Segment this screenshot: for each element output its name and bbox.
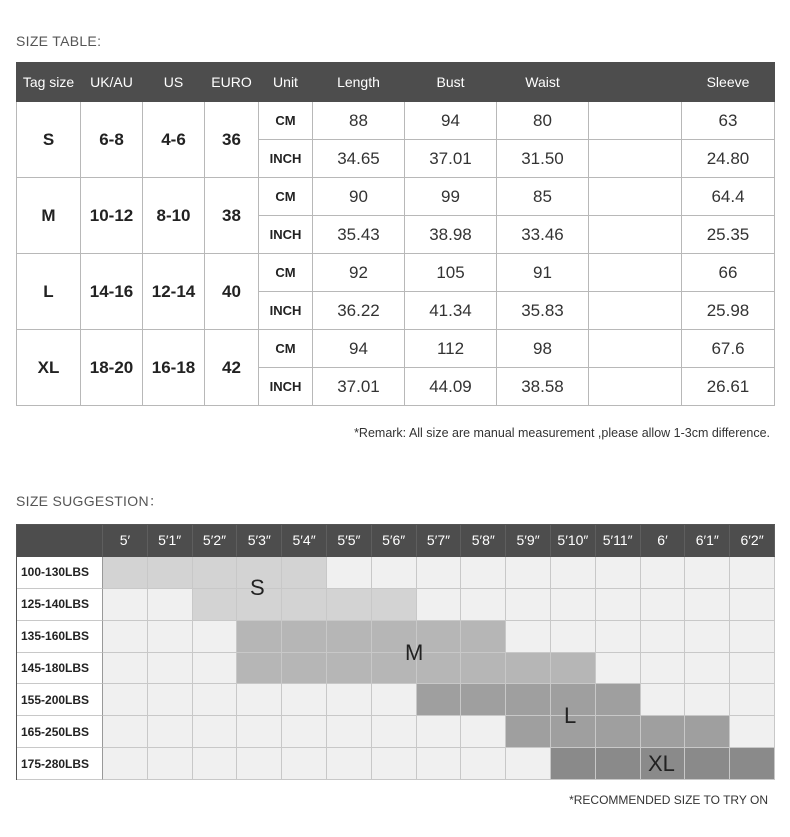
grid-cell — [103, 684, 148, 716]
zone-cell-l — [506, 684, 551, 716]
blank-cell — [589, 292, 682, 330]
table-row — [17, 254, 775, 292]
waist-cell: 85 — [497, 178, 589, 216]
height-header: 5′2″ — [193, 525, 238, 557]
bust-cell: 94 — [405, 102, 497, 140]
height-header: 5′10″ — [551, 525, 596, 557]
waist-cell: 35.83 — [497, 292, 589, 330]
sleeve-cell: 64.4 — [682, 178, 775, 216]
grid-cell — [596, 589, 641, 621]
height-header: 5′ — [103, 525, 148, 557]
grid-cell — [372, 716, 417, 748]
height-header: 5′3″ — [237, 525, 282, 557]
zone-cell-m — [506, 653, 551, 685]
us-cell: 8-10 — [143, 178, 205, 254]
grid-cell — [641, 653, 686, 685]
grid-cell — [685, 557, 730, 589]
waist-cell: 80 — [497, 102, 589, 140]
grid-cell — [506, 748, 551, 780]
zone-cell-s — [282, 589, 327, 621]
zone-cell-s — [327, 589, 372, 621]
header-us: US — [143, 63, 205, 102]
length-cell: 88 — [313, 102, 405, 140]
grid-cell — [730, 653, 775, 685]
remark-note: *Remark: All size are manual measurement ,please allow 1-3cm difference. — [354, 426, 770, 440]
zone-cell-xl — [730, 748, 775, 780]
size-suggestion-grid — [16, 524, 775, 780]
tag-size-cell: M — [17, 178, 81, 254]
grid-cell — [685, 684, 730, 716]
sleeve-cell: 66 — [682, 254, 775, 292]
uk-au-cell: 6-8 — [81, 102, 143, 178]
grid-cell — [641, 684, 686, 716]
zone-cell-l — [506, 716, 551, 748]
grid-cell — [237, 684, 282, 716]
height-header: 5′8″ — [461, 525, 506, 557]
unit-cell: INCH — [259, 368, 313, 406]
header-tag-size: Tag size — [17, 63, 81, 102]
zone-cell-m — [237, 621, 282, 653]
grid-cell — [372, 557, 417, 589]
zone-cell-m — [282, 621, 327, 653]
weight-label: 125-140LBS — [17, 589, 103, 621]
grid-cell — [506, 621, 551, 653]
waist-cell: 38.58 — [497, 368, 589, 406]
sleeve-cell: 63 — [682, 102, 775, 140]
euro-cell: 36 — [205, 102, 259, 178]
grid-cell — [237, 748, 282, 780]
grid-cell — [148, 748, 193, 780]
length-cell: 92 — [313, 254, 405, 292]
zone-cell-l — [685, 716, 730, 748]
length-cell: 94 — [313, 330, 405, 368]
zone-cell-xl — [551, 748, 596, 780]
header-unit: Unit — [259, 63, 313, 102]
length-cell: 37.01 — [313, 368, 405, 406]
weight-label: 135-160LBS — [17, 621, 103, 653]
us-cell: 16-18 — [143, 330, 205, 406]
table-row — [17, 102, 775, 140]
grid-corner — [17, 525, 103, 557]
waist-cell: 91 — [497, 254, 589, 292]
weight-label: 175-280LBS — [17, 748, 103, 780]
length-cell: 34.65 — [313, 140, 405, 178]
weight-label: 100-130LBS — [17, 557, 103, 589]
grid-cell — [506, 589, 551, 621]
grid-cell — [282, 748, 327, 780]
sleeve-cell: 25.98 — [682, 292, 775, 330]
grid-cell — [103, 589, 148, 621]
zone-cell-l — [641, 716, 686, 748]
grid-cell — [103, 653, 148, 685]
tag-size-cell: XL — [17, 330, 81, 406]
us-cell: 4-6 — [143, 102, 205, 178]
zone-label-l: L — [564, 703, 577, 728]
sleeve-cell: 26.61 — [682, 368, 775, 406]
height-header: 5′5″ — [327, 525, 372, 557]
grid-cell — [685, 653, 730, 685]
grid-cell — [417, 748, 462, 780]
sleeve-cell: 24.80 — [682, 140, 775, 178]
blank-cell — [589, 140, 682, 178]
blank-cell — [589, 178, 682, 216]
bust-cell: 38.98 — [405, 216, 497, 254]
unit-cell: INCH — [259, 292, 313, 330]
zone-cell-s — [282, 557, 327, 589]
blank-cell — [589, 330, 682, 368]
grid-cell — [237, 716, 282, 748]
height-header: 6′2″ — [730, 525, 775, 557]
grid-cell — [596, 621, 641, 653]
height-header: 5′7″ — [417, 525, 462, 557]
grid-cell — [730, 589, 775, 621]
recommend-note: *RECOMMENDED SIZE TO TRY ON — [569, 793, 768, 807]
zone-cell-m — [237, 653, 282, 685]
uk-au-cell: 14-16 — [81, 254, 143, 330]
waist-cell: 33.46 — [497, 216, 589, 254]
zone-cell-m — [282, 653, 327, 685]
grid-cell — [641, 589, 686, 621]
grid-cell — [641, 557, 686, 589]
bust-cell: 105 — [405, 254, 497, 292]
unit-cell: CM — [259, 102, 313, 140]
blank-cell — [589, 102, 682, 140]
length-cell: 90 — [313, 178, 405, 216]
zone-label-xl: XL — [648, 751, 675, 776]
grid-cell — [148, 621, 193, 653]
zone-cell-s — [193, 589, 238, 621]
zone-cell-m — [327, 653, 372, 685]
waist-cell: 98 — [497, 330, 589, 368]
height-header: 5′11″ — [596, 525, 641, 557]
grid-cell — [193, 684, 238, 716]
grid-cell — [282, 684, 327, 716]
weight-label: 145-180LBS — [17, 653, 103, 685]
bust-cell: 44.09 — [405, 368, 497, 406]
bust-cell: 37.01 — [405, 140, 497, 178]
blank-cell — [589, 368, 682, 406]
grid-cell — [327, 748, 372, 780]
grid-cell — [596, 653, 641, 685]
header-uk-au: UK/AU — [81, 63, 143, 102]
grid-cell — [327, 557, 372, 589]
zone-cell-l — [461, 684, 506, 716]
unit-cell: CM — [259, 254, 313, 292]
grid-cell — [551, 557, 596, 589]
length-cell: 35.43 — [313, 216, 405, 254]
zone-label-m: M — [405, 640, 424, 665]
zone-cell-l — [596, 684, 641, 716]
grid-cell — [417, 589, 462, 621]
grid-cell — [506, 557, 551, 589]
height-header: 6′1″ — [685, 525, 730, 557]
header-waist: Waist — [497, 63, 589, 102]
unit-cell: INCH — [259, 216, 313, 254]
length-cell: 36.22 — [313, 292, 405, 330]
weight-label: 165-250LBS — [17, 716, 103, 748]
zone-cell-xl — [596, 748, 641, 780]
grid-cell — [730, 716, 775, 748]
grid-cell — [461, 557, 506, 589]
blank-cell — [589, 216, 682, 254]
grid-cell — [103, 621, 148, 653]
grid-cell — [282, 716, 327, 748]
euro-cell: 38 — [205, 178, 259, 254]
size-suggestion-title: SIZE SUGGESTION： — [16, 493, 164, 509]
height-header: 5′4″ — [282, 525, 327, 557]
grid-cell — [372, 748, 417, 780]
grid-cell — [641, 621, 686, 653]
grid-cell — [193, 621, 238, 653]
grid-cell — [685, 621, 730, 653]
sleeve-cell: 67.6 — [682, 330, 775, 368]
grid-cell — [596, 557, 641, 589]
grid-cell — [148, 716, 193, 748]
waist-cell: 31.50 — [497, 140, 589, 178]
grid-cell — [685, 589, 730, 621]
grid-cell — [417, 716, 462, 748]
unit-cell: CM — [259, 178, 313, 216]
grid-cell — [148, 589, 193, 621]
grid-cell — [372, 684, 417, 716]
euro-cell: 42 — [205, 330, 259, 406]
grid-cell — [193, 653, 238, 685]
unit-cell: INCH — [259, 140, 313, 178]
table-row — [17, 178, 775, 216]
grid-cell — [103, 716, 148, 748]
zone-cell-m — [461, 621, 506, 653]
grid-cell — [103, 748, 148, 780]
grid-cell — [327, 716, 372, 748]
weight-label: 155-200LBS — [17, 684, 103, 716]
table-row — [17, 330, 775, 368]
sleeve-cell: 25.35 — [682, 216, 775, 254]
bust-cell: 99 — [405, 178, 497, 216]
grid-cell — [730, 684, 775, 716]
height-header: 6′ — [641, 525, 686, 557]
size-table — [16, 62, 775, 406]
grid-cell — [417, 557, 462, 589]
zone-cell-m — [327, 621, 372, 653]
grid-cell — [461, 716, 506, 748]
uk-au-cell: 18-20 — [81, 330, 143, 406]
bust-cell: 112 — [405, 330, 497, 368]
grid-cell — [551, 621, 596, 653]
height-header: 5′1″ — [148, 525, 193, 557]
grid-cell — [148, 684, 193, 716]
zone-cell-l — [596, 716, 641, 748]
grid-cell — [461, 748, 506, 780]
us-cell: 12-14 — [143, 254, 205, 330]
height-header: 5′9″ — [506, 525, 551, 557]
size-table-body — [17, 102, 775, 406]
grid-cell — [461, 589, 506, 621]
blank-cell — [589, 254, 682, 292]
euro-cell: 40 — [205, 254, 259, 330]
zone-cell-s — [148, 557, 193, 589]
grid-cell — [193, 716, 238, 748]
tag-size-cell: L — [17, 254, 81, 330]
header-blank — [589, 63, 682, 102]
grid-cell — [730, 621, 775, 653]
height-header: 5′6″ — [372, 525, 417, 557]
zone-cell-xl — [685, 748, 730, 780]
bust-cell: 41.34 — [405, 292, 497, 330]
zone-cell-l — [417, 684, 462, 716]
header-sleeve: Sleeve — [682, 63, 775, 102]
header-length: Length — [313, 63, 405, 102]
zone-label-s: S — [250, 575, 265, 600]
size-table-title: SIZE TABLE: — [16, 33, 102, 49]
grid-cell — [327, 684, 372, 716]
header-bust: Bust — [405, 63, 497, 102]
zone-cell-s — [372, 589, 417, 621]
unit-cell: CM — [259, 330, 313, 368]
uk-au-cell: 10-12 — [81, 178, 143, 254]
grid-cell — [551, 589, 596, 621]
zone-cell-s — [193, 557, 238, 589]
grid-cell — [148, 653, 193, 685]
zone-cell-m — [461, 653, 506, 685]
tag-size-cell: S — [17, 102, 81, 178]
grid-cell — [193, 748, 238, 780]
size-table-header-row — [17, 63, 775, 102]
grid-cell — [730, 557, 775, 589]
zone-cell-m — [551, 653, 596, 685]
header-euro: EURO — [205, 63, 259, 102]
zone-cell-s — [103, 557, 148, 589]
